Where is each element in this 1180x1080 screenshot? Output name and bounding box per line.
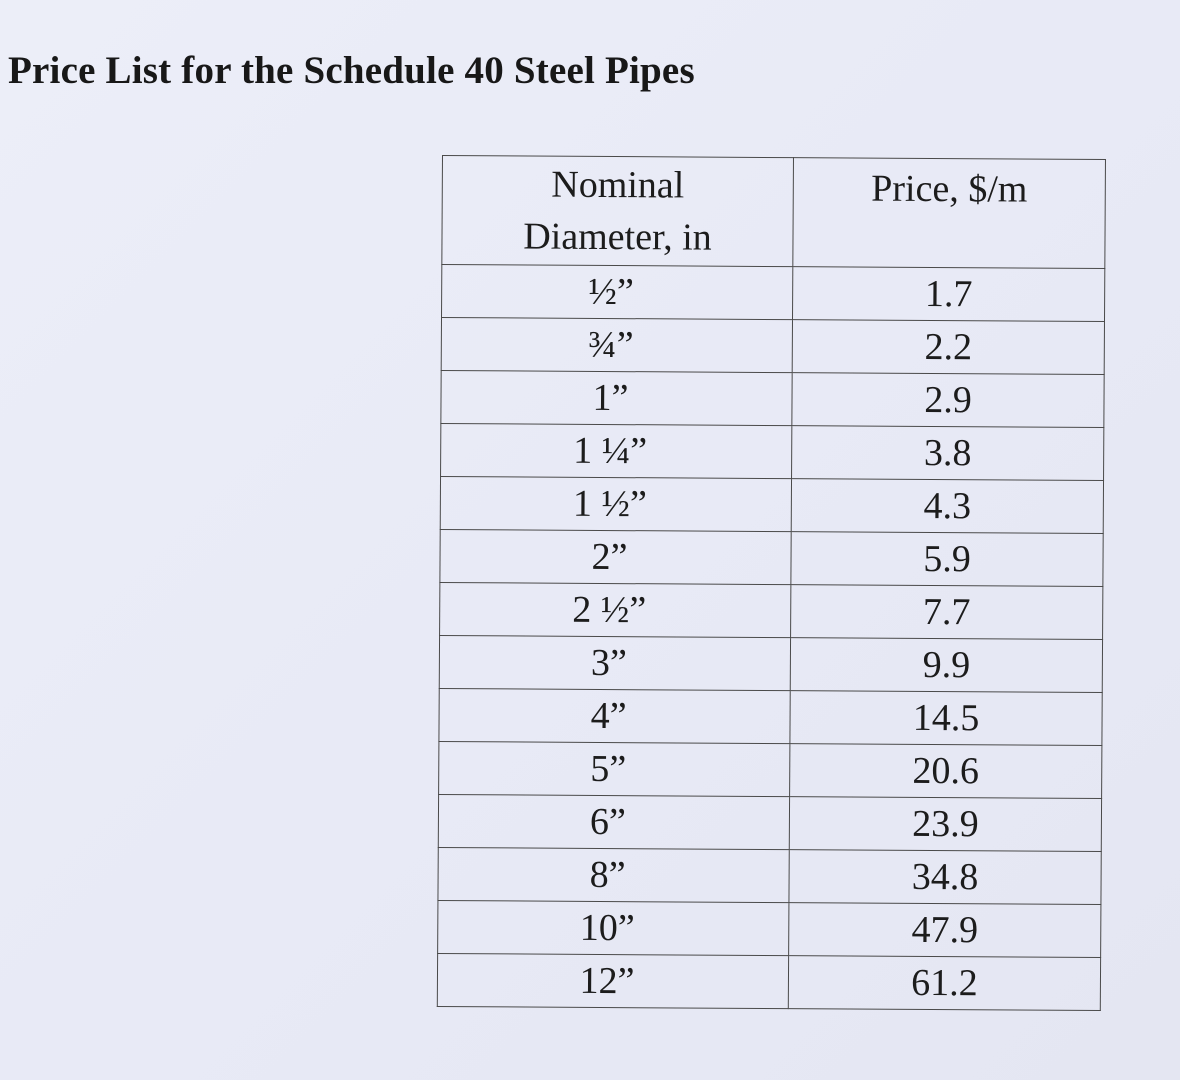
table-row xyxy=(439,741,1102,798)
table-row xyxy=(442,265,1105,322)
cell-nominal-diameter: 6” xyxy=(438,794,789,849)
table-row xyxy=(438,900,1101,957)
table-row xyxy=(440,582,1103,639)
table-row xyxy=(440,476,1103,533)
document-title: Price List for the Schedule 40 Steel Pipes xyxy=(8,49,695,92)
price-table xyxy=(437,155,1106,1011)
table-row xyxy=(441,423,1104,480)
table-row xyxy=(439,688,1102,745)
header-nominal-diameter xyxy=(442,156,794,267)
table-row xyxy=(438,794,1101,851)
cell-price: 2.9 xyxy=(792,373,1104,428)
cell-price: 23.9 xyxy=(789,797,1101,852)
cell-nominal-diameter: 1” xyxy=(441,370,792,425)
cell-price: 5.9 xyxy=(791,532,1103,587)
cell-nominal-diameter: ½” xyxy=(442,265,793,320)
cell-price: 47.9 xyxy=(789,903,1101,958)
cell-price: 9.9 xyxy=(790,638,1102,693)
cell-nominal-diameter: 4” xyxy=(439,688,790,743)
cell-nominal-diameter: 10” xyxy=(438,900,789,955)
cell-price: 4.3 xyxy=(791,479,1103,534)
cell-nominal-diameter: ¾” xyxy=(441,318,792,373)
table-row xyxy=(441,370,1104,427)
cell-nominal-diameter: 1 ½” xyxy=(440,476,791,531)
table-row xyxy=(440,529,1103,586)
cell-nominal-diameter: 5” xyxy=(439,741,790,796)
header-diameter-line1: Nominal xyxy=(551,163,685,207)
table-row xyxy=(439,635,1102,692)
cell-price: 2.2 xyxy=(792,320,1104,375)
cell-price: 3.8 xyxy=(792,426,1104,481)
cell-nominal-diameter: 2 ½” xyxy=(440,582,791,637)
table-row xyxy=(438,847,1101,904)
cell-nominal-diameter: 8” xyxy=(438,847,789,902)
table-header-row xyxy=(442,156,1106,269)
table-row xyxy=(437,953,1100,1010)
cell-price: 61.2 xyxy=(788,956,1100,1011)
cell-nominal-diameter: 1 ¼” xyxy=(441,423,792,478)
cell-price: 14.5 xyxy=(790,691,1102,746)
cell-price: 7.7 xyxy=(791,585,1103,640)
cell-price: 1.7 xyxy=(793,267,1105,322)
cell-price: 34.8 xyxy=(789,850,1101,905)
table-body xyxy=(437,265,1105,1011)
header-diameter-line2: Diameter, in xyxy=(523,215,712,259)
header-price: Price, $/m xyxy=(793,158,1106,269)
cell-nominal-diameter: 2” xyxy=(440,529,791,584)
cell-price: 20.6 xyxy=(790,744,1102,799)
cell-nominal-diameter: 12” xyxy=(437,953,788,1008)
cell-nominal-diameter: 3” xyxy=(439,635,790,690)
table-row xyxy=(441,318,1104,375)
